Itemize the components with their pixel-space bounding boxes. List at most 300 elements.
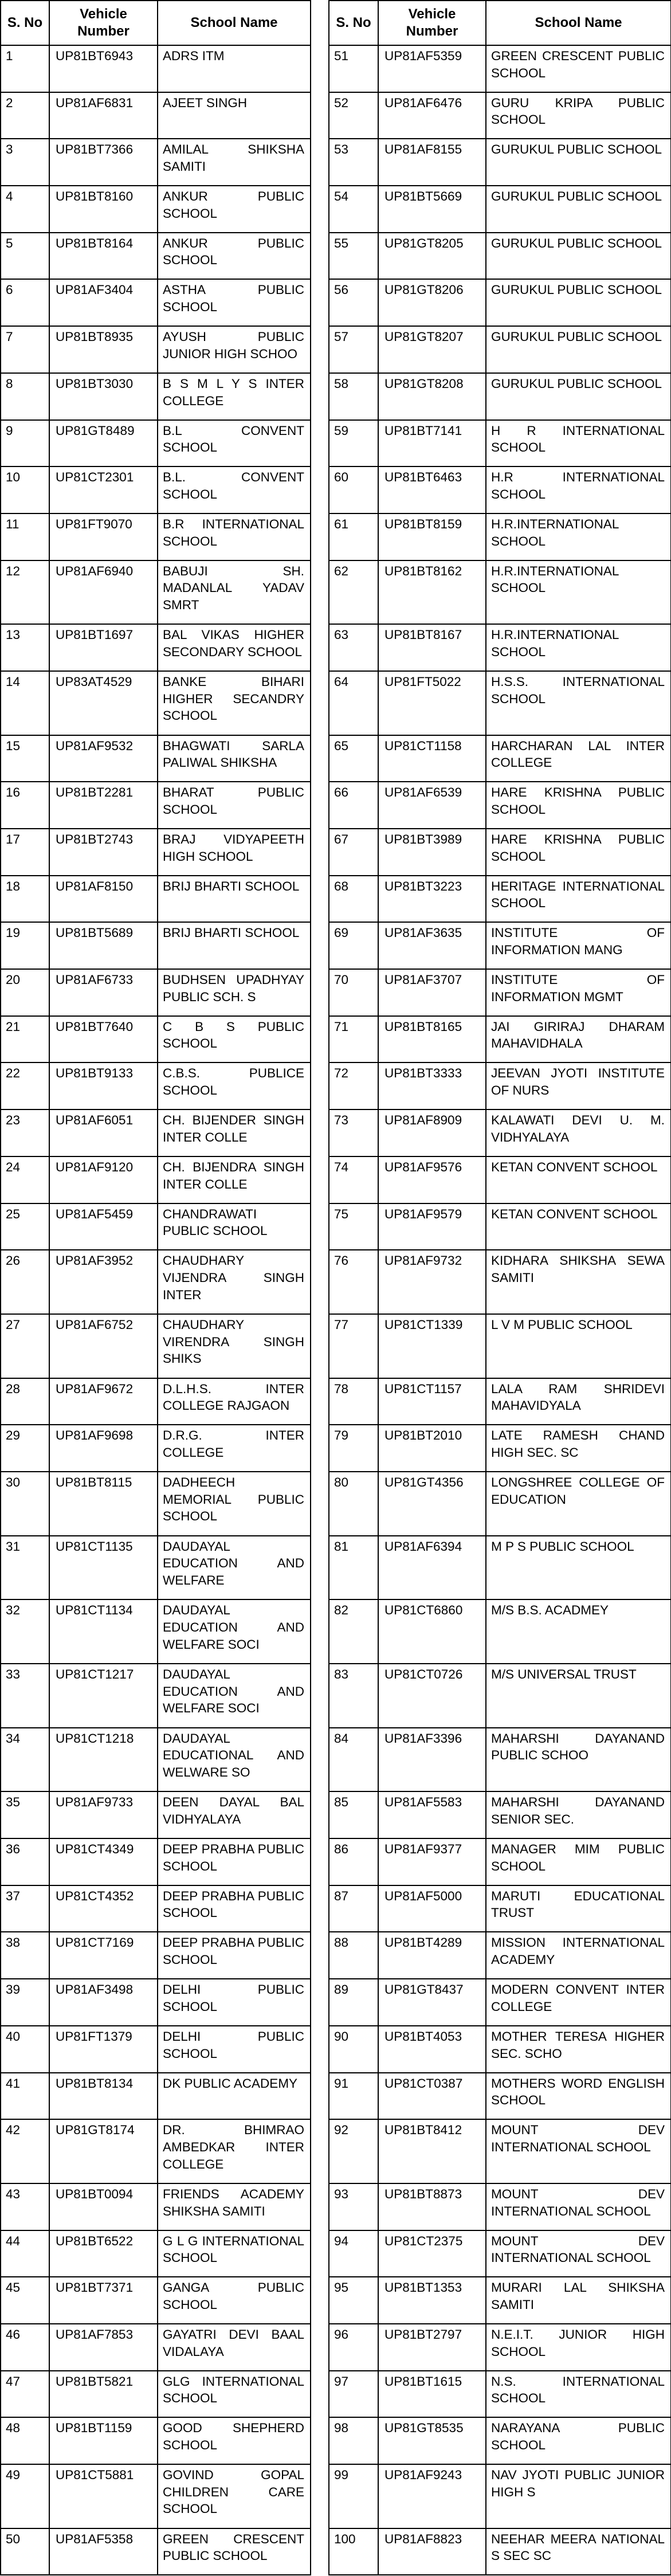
school-name-cell: M/S UNIVERSAL TRUST	[486, 1664, 671, 1728]
vehicle-number-cell: UP81CT2375	[378, 2230, 486, 2277]
vehicle-number-cell: UP81CT0726	[378, 1664, 486, 1728]
serial-number-cell: 21	[1, 1016, 49, 1063]
serial-number-cell: 55	[329, 233, 378, 280]
school-name-cell: KETAN CONVENT SCHOOL	[486, 1156, 671, 1203]
school-name-cell: GANGA PUBLIC SCHOOL	[158, 2277, 311, 2324]
table-row	[1, 2277, 311, 2324]
school-name-cell: H.S.S. INTERNATIONAL SCHOOL	[486, 671, 671, 735]
serial-number-cell: 54	[329, 186, 378, 233]
school-name-cell: H.R.INTERNATIONAL SCHOOL	[486, 513, 671, 560]
serial-number-cell: 92	[329, 2119, 378, 2183]
table-row	[1, 624, 311, 671]
header-sno: S. No	[329, 1, 378, 45]
serial-number-cell: 28	[1, 1378, 49, 1425]
table-header	[329, 1, 671, 45]
school-name-cell: DK PUBLIC ACADEMY	[158, 2073, 311, 2120]
table-row	[329, 92, 671, 139]
serial-number-cell: 84	[329, 1728, 378, 1792]
school-name-cell: KIDHARA SHIKSHA SEWA SAMITI	[486, 1250, 671, 1314]
school-name-cell: BUDHSEN UPADHYAY PUBLIC SCH. S	[158, 969, 311, 1016]
serial-number-cell: 3	[1, 139, 49, 186]
school-name-cell: N.S. INTERNATIONAL SCHOOL	[486, 2371, 671, 2418]
school-name-cell: CHAUDHARY VIJENDRA SINGH INTER	[158, 1250, 311, 1314]
vehicle-number-cell: UP81CT1339	[378, 1314, 486, 1378]
table-row	[329, 1838, 671, 1885]
vehicle-number-cell: UP81AF9377	[378, 1838, 486, 1885]
school-name-cell: INSTITUTE OF INFORMATION MGMT	[486, 969, 671, 1016]
vehicle-number-cell: UP81FT5022	[378, 671, 486, 735]
table-row	[329, 1932, 671, 1979]
serial-number-cell: 20	[1, 969, 49, 1016]
serial-number-cell: 42	[1, 2119, 49, 2183]
school-name-cell: G L G INTERNATIONAL SCHOOL	[158, 2230, 311, 2277]
table-row	[329, 829, 671, 876]
table-row	[1, 1314, 311, 1378]
vehicle-number-cell: UP81AF8909	[378, 1109, 486, 1156]
serial-number-cell: 52	[329, 92, 378, 139]
serial-number-cell: 100	[329, 2528, 378, 2575]
vehicle-table-left	[0, 0, 311, 2575]
serial-number-cell: 25	[1, 1203, 49, 1250]
serial-number-cell: 37	[1, 1885, 49, 1932]
serial-number-cell: 39	[1, 1979, 49, 2026]
table-row	[1, 560, 311, 625]
serial-number-cell: 4	[1, 186, 49, 233]
serial-number-cell: 13	[1, 624, 49, 671]
table-row	[1, 1536, 311, 1600]
table-row	[1, 922, 311, 969]
table-row	[329, 1728, 671, 1792]
school-name-cell: DAUDAYAL EDUCATIONAL AND WELWARE SO	[158, 1728, 311, 1792]
school-name-cell: CH. BIJENDRA SINGH INTER COLLE	[158, 1156, 311, 1203]
serial-number-cell: 11	[1, 513, 49, 560]
serial-number-cell: 99	[329, 2464, 378, 2528]
school-name-cell: DELHI PUBLIC SCHOOL	[158, 1979, 311, 2026]
vehicle-number-cell: UP81BT8167	[378, 624, 486, 671]
school-name-cell: BRIJ BHARTI SCHOOL	[158, 876, 311, 923]
school-name-cell: C B S PUBLIC SCHOOL	[158, 1016, 311, 1063]
table-row	[329, 2528, 671, 2575]
table-row	[329, 876, 671, 923]
vehicle-number-cell: UP81AF9732	[378, 1250, 486, 1314]
vehicle-number-cell: UP81CT6860	[378, 1599, 486, 1664]
serial-number-cell: 73	[329, 1109, 378, 1156]
table-row	[1, 1791, 311, 1838]
school-name-cell: GREEN CRESCENT PUBLIC SCHOOL	[158, 2528, 311, 2575]
vehicle-number-cell: UP81BT3030	[49, 373, 158, 420]
serial-number-cell: 7	[1, 326, 49, 373]
table-row	[329, 2230, 671, 2277]
table-row	[1, 2183, 311, 2230]
school-name-cell: B.R INTERNATIONAL SCHOOL	[158, 513, 311, 560]
vehicle-number-cell: UP81CT1135	[49, 1536, 158, 1600]
school-name-cell: L V M PUBLIC SCHOOL	[486, 1314, 671, 1378]
vehicle-number-cell: UP81BT2281	[49, 782, 158, 829]
vehicle-number-cell: UP81AF8155	[378, 139, 486, 186]
school-name-cell: MURARI LAL SHIKSHA SAMITI	[486, 2277, 671, 2324]
vehicle-number-cell: UP81CT4352	[49, 1885, 158, 1932]
vehicle-number-cell: UP81CT1218	[49, 1728, 158, 1792]
school-name-cell: C.B.S. PUBLICE SCHOOL	[158, 1062, 311, 1109]
serial-number-cell: 29	[1, 1425, 49, 1472]
serial-number-cell: 60	[329, 466, 378, 513]
table-row	[329, 1979, 671, 2026]
table-row	[1, 2073, 311, 2120]
school-name-cell: ANKUR PUBLIC SCHOOL	[158, 233, 311, 280]
serial-number-cell: 1	[1, 45, 49, 92]
table-row	[329, 2417, 671, 2464]
school-name-cell: DADHEECH MEMORIAL PUBLIC SCHOOL	[158, 1472, 311, 1536]
table-row	[329, 560, 671, 625]
serial-number-cell: 65	[329, 735, 378, 782]
table-row	[1, 1472, 311, 1536]
table-row	[329, 1016, 671, 1063]
vehicle-number-cell: UP81FT1379	[49, 2026, 158, 2073]
school-name-cell: MOUNT DEV INTERNATIONAL SCHOOL	[486, 2183, 671, 2230]
vehicle-number-cell: UP81GT8207	[378, 326, 486, 373]
vehicle-number-cell: UP81CT2301	[49, 466, 158, 513]
vehicle-number-cell: UP81GT8535	[378, 2417, 486, 2464]
school-name-cell: MARUTI EDUCATIONAL TRUST	[486, 1885, 671, 1932]
table-row	[1, 186, 311, 233]
table-row	[1, 1932, 311, 1979]
school-name-cell: M/S B.S. ACADMEY	[486, 1599, 671, 1664]
vehicle-number-cell: UP81AF9120	[49, 1156, 158, 1203]
school-name-cell: D.R.G. INTER COLLEGE	[158, 1425, 311, 1472]
serial-number-cell: 46	[1, 2324, 49, 2371]
serial-number-cell: 44	[1, 2230, 49, 2277]
serial-number-cell: 68	[329, 876, 378, 923]
table-row	[1, 1664, 311, 1728]
school-name-cell: H.R.INTERNATIONAL SCHOOL	[486, 624, 671, 671]
serial-number-cell: 72	[329, 1062, 378, 1109]
table-row	[329, 1472, 671, 1536]
serial-number-cell: 90	[329, 2026, 378, 2073]
table-row	[1, 45, 311, 92]
serial-number-cell: 35	[1, 1791, 49, 1838]
serial-number-cell: 31	[1, 1536, 49, 1600]
school-name-cell: HARE KRISHNA PUBLIC SCHOOL	[486, 782, 671, 829]
serial-number-cell: 69	[329, 922, 378, 969]
table-row	[1, 466, 311, 513]
serial-number-cell: 82	[329, 1599, 378, 1664]
school-name-cell: GAYATRI DEVI BAAL VIDALAYA	[158, 2324, 311, 2371]
vehicle-number-cell: UP81AF8150	[49, 876, 158, 923]
table-row	[329, 1791, 671, 1838]
table-row	[329, 1885, 671, 1932]
table-row	[1, 1156, 311, 1203]
table-row	[329, 186, 671, 233]
serial-number-cell: 14	[1, 671, 49, 735]
school-name-cell: MOUNT DEV INTERNATIONAL SCHOOL	[486, 2119, 671, 2183]
vehicle-number-cell: UP81AF9579	[378, 1203, 486, 1250]
vehicle-number-cell: UP81AF6394	[378, 1536, 486, 1600]
vehicle-number-cell: UP81AF9672	[49, 1378, 158, 1425]
table-row	[329, 2371, 671, 2418]
table-row	[1, 2371, 311, 2418]
table-row	[329, 2073, 671, 2120]
vehicle-number-cell: UP81BT2743	[49, 829, 158, 876]
vehicle-number-cell: UP81BT6943	[49, 45, 158, 92]
table-row	[329, 1664, 671, 1728]
school-name-cell: BHARAT PUBLIC SCHOOL	[158, 782, 311, 829]
vehicle-number-cell: UP81BT2797	[378, 2324, 486, 2371]
serial-number-cell: 77	[329, 1314, 378, 1378]
serial-number-cell: 63	[329, 624, 378, 671]
school-name-cell: BHAGWATI SARLA PALIWAL SHIKSHA	[158, 735, 311, 782]
table-body	[1, 45, 311, 2575]
vehicle-number-cell: UP81BT7141	[378, 420, 486, 467]
serial-number-cell: 49	[1, 2464, 49, 2528]
school-name-cell: AJEET SINGH	[158, 92, 311, 139]
school-name-cell: GURUKUL PUBLIC SCHOOL	[486, 279, 671, 326]
table-row	[1, 279, 311, 326]
table-row	[329, 2324, 671, 2371]
serial-number-cell: 67	[329, 829, 378, 876]
vehicle-number-cell: UP81AF6476	[378, 92, 486, 139]
vehicle-number-cell: UP81AF9576	[378, 1156, 486, 1203]
school-name-cell: B.L. CONVENT SCHOOL	[158, 466, 311, 513]
serial-number-cell: 71	[329, 1016, 378, 1063]
serial-number-cell: 98	[329, 2417, 378, 2464]
table-row	[1, 2417, 311, 2464]
vehicle-number-cell: UP83AT4529	[49, 671, 158, 735]
serial-number-cell: 56	[329, 279, 378, 326]
serial-number-cell: 86	[329, 1838, 378, 1885]
serial-number-cell: 23	[1, 1109, 49, 1156]
table-row	[1, 2230, 311, 2277]
serial-number-cell: 58	[329, 373, 378, 420]
school-name-cell: LATE RAMESH CHAND HIGH SEC. SC	[486, 1425, 671, 1472]
table-row	[1, 1885, 311, 1932]
school-name-cell: MISSION INTERNATIONAL ACADEMY	[486, 1932, 671, 1979]
serial-number-cell: 34	[1, 1728, 49, 1792]
serial-number-cell: 81	[329, 1536, 378, 1600]
header-school-name: School Name	[158, 1, 311, 45]
serial-number-cell: 32	[1, 1599, 49, 1664]
serial-number-cell: 9	[1, 420, 49, 467]
table-header	[1, 1, 311, 45]
school-name-cell: AYUSH PUBLIC JUNIOR HIGH SCHOO	[158, 326, 311, 373]
serial-number-cell: 74	[329, 1156, 378, 1203]
school-name-cell: MAHARSHI DAYANAND PUBLIC SCHOO	[486, 1728, 671, 1792]
vehicle-number-cell: UP81BT8873	[378, 2183, 486, 2230]
serial-number-cell: 57	[329, 326, 378, 373]
school-name-cell: GREEN CRESCENT PUBLIC SCHOOL	[486, 45, 671, 92]
vehicle-number-cell: UP81CT4349	[49, 1838, 158, 1885]
school-name-cell: DEEP PRABHA PUBLIC SCHOOL	[158, 1885, 311, 1932]
serial-number-cell: 91	[329, 2073, 378, 2120]
school-name-cell: DAUDAYAL EDUCATION AND WELFARE	[158, 1536, 311, 1600]
table-row	[1, 671, 311, 735]
vehicle-number-cell: UP81GT8437	[378, 1979, 486, 2026]
table-row	[1, 782, 311, 829]
serial-number-cell: 2	[1, 92, 49, 139]
vehicle-number-cell: UP81BT8115	[49, 1472, 158, 1536]
vehicle-number-cell: UP81AF9532	[49, 735, 158, 782]
school-name-cell: ASTHA PUBLIC SCHOOL	[158, 279, 311, 326]
serial-number-cell: 51	[329, 45, 378, 92]
table-row	[1, 2119, 311, 2183]
table-row	[1, 326, 311, 373]
vehicle-number-cell: UP81BT5689	[49, 922, 158, 969]
school-name-cell: B S M L Y S INTER COLLEGE	[158, 373, 311, 420]
vehicle-number-cell: UP81AF5459	[49, 1203, 158, 1250]
vehicle-number-cell: UP81BT7640	[49, 1016, 158, 1063]
vehicle-number-cell: UP81AF9243	[378, 2464, 486, 2528]
school-name-cell: HERITAGE INTERNATIONAL SCHOOL	[486, 876, 671, 923]
vehicle-number-cell: UP81BT2010	[378, 1425, 486, 1472]
serial-number-cell: 10	[1, 466, 49, 513]
table-row	[329, 782, 671, 829]
school-name-cell: CH. BIJENDER SINGH INTER COLLE	[158, 1109, 311, 1156]
serial-number-cell: 19	[1, 922, 49, 969]
school-name-cell: DR. BHIMRAO AMBEDKAR INTER COLLEGE	[158, 2119, 311, 2183]
school-name-cell: H R INTERNATIONAL SCHOOL	[486, 420, 671, 467]
school-name-cell: JEEVAN JYOTI INSTITUTE OF NURS	[486, 1062, 671, 1109]
table-row	[1, 1016, 311, 1063]
vehicle-number-cell: UP81BT1353	[378, 2277, 486, 2324]
table-row	[1, 513, 311, 560]
serial-number-cell: 47	[1, 2371, 49, 2418]
table-row	[1, 2026, 311, 2073]
serial-number-cell: 85	[329, 1791, 378, 1838]
vehicle-number-cell: UP81AF3952	[49, 1250, 158, 1314]
serial-number-cell: 41	[1, 2073, 49, 2120]
serial-number-cell: 94	[329, 2230, 378, 2277]
school-name-cell: HARE KRISHNA PUBLIC SCHOOL	[486, 829, 671, 876]
serial-number-cell: 15	[1, 735, 49, 782]
table-row	[329, 1599, 671, 1664]
school-name-cell: DAUDAYAL EDUCATION AND WELFARE SOCI	[158, 1664, 311, 1728]
table-row	[1, 1109, 311, 1156]
header-row	[329, 1, 671, 45]
vehicle-number-cell: UP81BT3223	[378, 876, 486, 923]
vehicle-number-cell: UP81BT0094	[49, 2183, 158, 2230]
serial-number-cell: 53	[329, 139, 378, 186]
table-row	[329, 2026, 671, 2073]
school-name-cell: DEEN DAYAL BAL VIDHYALAYA	[158, 1791, 311, 1838]
table-row	[1, 829, 311, 876]
school-name-cell: KETAN CONVENT SCHOOL	[486, 1203, 671, 1250]
school-name-cell: M P S PUBLIC SCHOOL	[486, 1536, 671, 1600]
serial-number-cell: 87	[329, 1885, 378, 1932]
school-name-cell: NAV JYOTI PUBLIC JUNIOR HIGH S	[486, 2464, 671, 2528]
vehicle-number-cell: UP81AF6733	[49, 969, 158, 1016]
school-name-cell: MOUNT DEV INTERNATIONAL SCHOOL	[486, 2230, 671, 2277]
serial-number-cell: 93	[329, 2183, 378, 2230]
table-row	[329, 1314, 671, 1378]
school-name-cell: BANKE BIHARI HIGHER SECANDRY SCHOOL	[158, 671, 311, 735]
vehicle-number-cell: UP81BT4053	[378, 2026, 486, 2073]
table-row	[329, 671, 671, 735]
table-row	[1, 2528, 311, 2575]
header-vehicle-number: Vehicle Number	[378, 1, 486, 45]
header-sno: S. No	[1, 1, 49, 45]
school-name-cell: DEEP PRABHA PUBLIC SCHOOL	[158, 1932, 311, 1979]
vehicle-number-cell: UP81BT8412	[378, 2119, 486, 2183]
school-name-cell: DEEP PRABHA PUBLIC SCHOOL	[158, 1838, 311, 1885]
school-name-cell: D.L.H.S. INTER COLLEGE RAJGAON	[158, 1378, 311, 1425]
vehicle-number-cell: UP81BT6463	[378, 466, 486, 513]
table-row	[329, 466, 671, 513]
table-row	[1, 420, 311, 467]
vehicle-number-cell: UP81BT8165	[378, 1016, 486, 1063]
vehicle-number-cell: UP81BT8134	[49, 2073, 158, 2120]
serial-number-cell: 79	[329, 1425, 378, 1472]
table-row	[1, 1728, 311, 1792]
vehicle-number-cell: UP81AF5000	[378, 1885, 486, 1932]
serial-number-cell: 5	[1, 233, 49, 280]
school-name-cell: GLG INTERNATIONAL SCHOOL	[158, 2371, 311, 2418]
vehicle-number-cell: UP81BT1159	[49, 2417, 158, 2464]
vehicle-number-cell: UP81AF3707	[378, 969, 486, 1016]
school-name-cell: H.R INTERNATIONAL SCHOOL	[486, 466, 671, 513]
vehicle-number-cell: UP81CT1158	[378, 735, 486, 782]
school-name-cell: GURUKUL PUBLIC SCHOOL	[486, 326, 671, 373]
serial-number-cell: 8	[1, 373, 49, 420]
table-row	[329, 624, 671, 671]
vehicle-number-cell: UP81AF3635	[378, 922, 486, 969]
table-row	[329, 279, 671, 326]
table-row	[1, 1250, 311, 1314]
vehicle-number-cell: UP81CT1157	[378, 1378, 486, 1425]
table-row	[1, 1378, 311, 1425]
vehicle-table-right	[328, 0, 671, 2575]
serial-number-cell: 16	[1, 782, 49, 829]
vehicle-number-cell: UP81BT5821	[49, 2371, 158, 2418]
serial-number-cell: 62	[329, 560, 378, 625]
table-row	[1, 92, 311, 139]
vehicle-number-cell: UP81AF6539	[378, 782, 486, 829]
serial-number-cell: 97	[329, 2371, 378, 2418]
table-row	[1, 1979, 311, 2026]
serial-number-cell: 26	[1, 1250, 49, 1314]
serial-number-cell: 95	[329, 2277, 378, 2324]
serial-number-cell: 50	[1, 2528, 49, 2575]
school-name-cell: MODERN CONVENT INTER COLLEGE	[486, 1979, 671, 2026]
table-row	[1, 1599, 311, 1664]
school-name-cell: BABUJI SH. MADANLAL YADAV SMRT	[158, 560, 311, 625]
serial-number-cell: 75	[329, 1203, 378, 1250]
serial-number-cell: 18	[1, 876, 49, 923]
school-name-cell: KALAWATI DEVI U. M. VIDHYALAYA	[486, 1109, 671, 1156]
table-row	[329, 420, 671, 467]
serial-number-cell: 70	[329, 969, 378, 1016]
table-row	[329, 233, 671, 280]
school-name-cell: GURUKUL PUBLIC SCHOOL	[486, 186, 671, 233]
serial-number-cell: 89	[329, 1979, 378, 2026]
table-row	[329, 1203, 671, 1250]
school-name-cell: JAI GIRIRAJ DHARAM MAHAVIDHALA	[486, 1016, 671, 1063]
school-name-cell: MOTHER TERESA HIGHER SEC. SCHO	[486, 2026, 671, 2073]
school-name-cell: LALA RAM SHRIDEVI MAHAVIDYALA	[486, 1378, 671, 1425]
vehicle-number-cell: UP81GT8205	[378, 233, 486, 280]
table-row	[329, 2183, 671, 2230]
vehicle-number-cell: UP81BT9133	[49, 1062, 158, 1109]
table-row	[329, 2119, 671, 2183]
table-body	[329, 45, 671, 2575]
serial-number-cell: 40	[1, 2026, 49, 2073]
vehicle-number-cell: UP81BT5669	[378, 186, 486, 233]
serial-number-cell: 48	[1, 2417, 49, 2464]
table-row	[1, 876, 311, 923]
vehicle-number-cell: UP81AF5358	[49, 2528, 158, 2575]
serial-number-cell: 59	[329, 420, 378, 467]
serial-number-cell: 22	[1, 1062, 49, 1109]
school-name-cell: ADRS ITM	[158, 45, 311, 92]
vehicle-number-cell: UP81AF8823	[378, 2528, 486, 2575]
